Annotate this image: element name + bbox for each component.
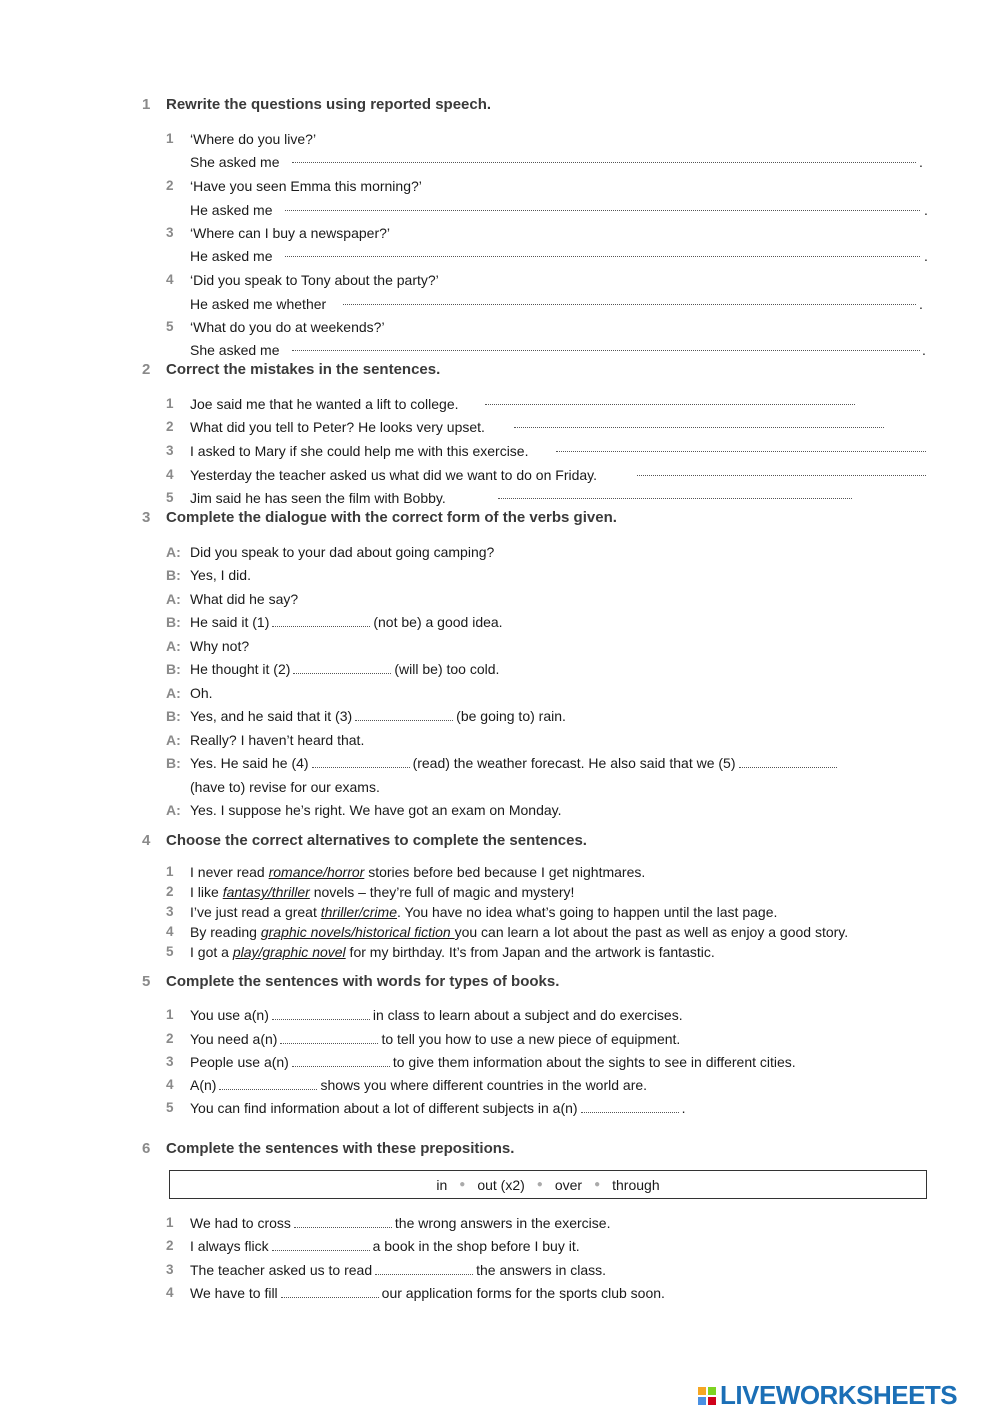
s4-item-1-alternatives[interactable]: romance/horror	[268, 864, 365, 880]
speaker-label: B:	[166, 614, 181, 630]
s6-item-2-number: 2	[166, 1238, 174, 1253]
s1-item-3-answer[interactable]	[285, 252, 920, 257]
s2-item-3-answer[interactable]	[556, 447, 926, 452]
bullet-separator: ●	[536, 1179, 543, 1190]
s5-item-2-gap[interactable]	[280, 1040, 378, 1044]
liveworksheets-logo	[698, 1380, 957, 1411]
dialogue-line-1: A: Did you speak to your dad about going camping?	[166, 544, 495, 560]
dialogue-line-10-continued: (have to) revise for our exams.	[190, 779, 380, 795]
speaker-label: A:	[166, 732, 181, 748]
gap-3[interactable]	[355, 717, 453, 721]
dialogue-line-10: B: Yes. He said he (4) (read) the weather forecast. He also said that we (5)	[190, 755, 840, 771]
s2-item-3-number: 3	[166, 443, 174, 458]
gap-2[interactable]	[293, 670, 391, 674]
s2-item-1-text: Joe said me that he wanted a lift to college.	[190, 396, 459, 412]
s6-item-1-gap[interactable]	[294, 1224, 392, 1228]
s1-item-4-period: .	[919, 296, 923, 312]
s2-item-2-number: 2	[166, 419, 174, 434]
s1-item-2-period: .	[924, 202, 928, 218]
speaker-label: A:	[166, 802, 181, 818]
s4-item-2-number: 2	[166, 884, 174, 899]
s2-item-1-number: 1	[166, 396, 174, 411]
s5-item-3-number: 3	[166, 1054, 174, 1069]
s6-item-1-number: 1	[166, 1215, 174, 1230]
s1-item-2-question: ‘Have you seen Emma this morning?’	[190, 178, 422, 194]
s1-item-4-question: ‘Did you speak to Tony about the party?’	[190, 272, 439, 288]
section-1-title: Rewrite the questions using reported speech.	[166, 96, 492, 113]
speaker-label: B:	[166, 755, 181, 771]
s2-item-4-answer[interactable]	[637, 471, 926, 476]
s2-item-4-number: 4	[166, 467, 174, 482]
s1-item-2-stem: He asked me	[190, 202, 273, 218]
dialogue-line-6: B: He thought it (2) (will be) too cold.	[166, 661, 500, 677]
s2-item-5-number: 5	[166, 490, 174, 505]
section-4-number: 4	[142, 832, 151, 849]
dialogue-line-2: B: Yes, I did.	[166, 567, 251, 583]
s6-item-3-gap[interactable]	[375, 1271, 473, 1275]
s2-item-2-answer[interactable]	[514, 423, 884, 428]
s1-item-3-stem: He asked me	[190, 248, 273, 264]
gap-1[interactable]	[272, 623, 370, 627]
logo-mark-icon	[698, 1387, 716, 1405]
section-2-number: 2	[142, 361, 151, 378]
s1-item-1-answer[interactable]	[292, 158, 916, 163]
s4-item-3-number: 3	[166, 904, 174, 919]
s5-item-5-text: You can find information about a lot of different subjects in a(n) .	[190, 1100, 686, 1116]
s6-item-2-gap[interactable]	[272, 1247, 370, 1251]
dialogue-line-9: A: Really? I haven’t heard that.	[166, 732, 365, 748]
s1-item-3-number: 3	[166, 225, 174, 240]
word-option: out (x2)	[477, 1176, 525, 1193]
s4-item-4-text: By reading graphic novels/historical fiction you can learn a lot about the past as well as enjoy a good story.	[190, 924, 849, 940]
s1-item-4-answer[interactable]	[343, 300, 916, 305]
s4-item-1-number: 1	[166, 864, 174, 879]
s1-item-2-answer[interactable]	[285, 206, 920, 211]
s5-item-3-gap[interactable]	[292, 1063, 390, 1067]
gap-4[interactable]	[312, 764, 410, 768]
s5-item-4-text: A(n) shows you where different countries in the world are.	[190, 1077, 648, 1093]
dialogue-line-8: B: Yes, and he said that it (3) (be going to) rain.	[166, 708, 566, 724]
s5-item-1-gap[interactable]	[272, 1016, 370, 1020]
dialogue-line-5: A: Why not?	[166, 638, 250, 654]
s1-item-1-question: ‘Where do you live?’	[190, 131, 317, 147]
gap-5[interactable]	[739, 764, 837, 768]
s6-item-4-number: 4	[166, 1285, 174, 1300]
word-option: through	[612, 1176, 660, 1193]
s4-item-3-text: I’ve just read a great thriller/crime. You have no idea what’s going to happen until the last page.	[190, 904, 778, 920]
s1-item-1-number: 1	[166, 131, 174, 146]
s1-item-4-stem: He asked me whether	[190, 296, 327, 312]
speaker-label: A:	[166, 638, 181, 654]
s6-item-4-text: We have to fill our application forms for the sports club soon.	[190, 1285, 665, 1301]
bullet-separator: ●	[594, 1179, 601, 1190]
s1-item-1-stem: She asked me	[190, 154, 280, 170]
section-5-title: Complete the sentences with words for types of books.	[166, 973, 560, 990]
s1-item-3-period: .	[924, 248, 928, 264]
section-5-number: 5	[142, 973, 151, 990]
s2-item-2-text: What did you tell to Peter? He looks very upset.	[190, 419, 485, 435]
s4-item-3-alternatives[interactable]: thriller/crime	[320, 904, 397, 920]
s2-item-5-answer[interactable]	[498, 494, 852, 499]
speaker-label: B:	[166, 567, 181, 583]
s6-item-4-gap[interactable]	[281, 1294, 379, 1298]
word-box	[169, 1170, 927, 1199]
section-6-number: 6	[142, 1140, 151, 1157]
s1-item-5-number: 5	[166, 319, 174, 334]
s5-item-5-gap[interactable]	[581, 1109, 679, 1113]
s2-item-4-text: Yesterday the teacher asked us what did we want to do on Friday.	[190, 467, 598, 483]
speaker-label: B:	[166, 661, 181, 677]
s6-item-3-number: 3	[166, 1262, 174, 1277]
s5-item-1-number: 1	[166, 1007, 174, 1022]
s6-item-1-text: We had to cross the wrong answers in the exercise.	[190, 1215, 611, 1231]
speaker-label: A:	[166, 544, 181, 560]
s5-item-2-text: You need a(n) to tell you how to use a new piece of equipment.	[190, 1031, 681, 1047]
s2-item-5-text: Jim said he has seen the film with Bobby.	[190, 490, 446, 506]
s5-item-4-gap[interactable]	[219, 1086, 317, 1090]
s1-item-3-question: ‘Where can I buy a newspaper?’	[190, 225, 390, 241]
dialogue-line-4: B: He said it (1) (not be) a good idea.	[166, 614, 503, 630]
s5-item-5-number: 5	[166, 1100, 174, 1115]
logo-wordmark: LIVEWORKSHEETS	[720, 1380, 958, 1410]
section-4-title: Choose the correct alternatives to complete the sentences.	[166, 832, 587, 849]
section-6-title: Complete the sentences with these prepositions.	[166, 1140, 515, 1157]
s1-item-5-period: .	[922, 342, 926, 358]
s4-item-4-alternatives[interactable]: graphic novels/historical fiction	[260, 924, 455, 940]
dialogue-line-7: A: Oh.	[166, 685, 213, 701]
dialogue-line-3: A: What did he say?	[166, 591, 299, 607]
s4-item-1-text: I never read romance/horror stories before bed because I get nightmares.	[190, 864, 646, 880]
s4-item-5-text: I got a play/graphic novel for my birthday. It’s from Japan and the artwork is fantastic.	[190, 944, 715, 960]
s1-item-4-number: 4	[166, 272, 174, 287]
word-option: over	[554, 1176, 583, 1193]
word-option: in	[436, 1176, 448, 1193]
speaker-label: A:	[166, 685, 181, 701]
s5-item-1-text: You use a(n) in class to learn about a subject and do exercises.	[190, 1007, 683, 1023]
s1-item-5-question: ‘What do you do at weekends?’	[190, 319, 385, 335]
s5-item-2-number: 2	[166, 1031, 174, 1046]
dialogue-line-11: A: Yes. I suppose he’s right. We have got an exam on Monday.	[166, 802, 562, 818]
section-2-title: Correct the mistakes in the sentences.	[166, 361, 441, 378]
s5-item-4-number: 4	[166, 1077, 174, 1092]
s1-item-2-number: 2	[166, 178, 174, 193]
speaker-label: B:	[166, 708, 181, 724]
section-1-number: 1	[142, 96, 151, 113]
s4-item-5-alternatives[interactable]: play/graphic novel	[232, 944, 346, 960]
s1-item-5-stem: She asked me	[190, 342, 280, 358]
s4-item-2-text: I like fantasy/thriller novels – they’re full of magic and mystery!	[190, 884, 575, 900]
section-3-title: Complete the dialogue with the correct form of the verbs given.	[166, 509, 617, 526]
s2-item-1-answer[interactable]	[485, 400, 855, 405]
s4-item-4-number: 4	[166, 924, 174, 939]
s1-item-5-answer[interactable]	[292, 346, 920, 351]
s4-item-2-alternatives[interactable]: fantasy/thriller	[222, 884, 310, 900]
speaker-label: A:	[166, 591, 181, 607]
bullet-separator: ●	[459, 1179, 466, 1190]
s6-item-2-text: I always flick a book in the shop before I buy it.	[190, 1238, 580, 1254]
s6-item-3-text: The teacher asked us to read the answers in class.	[190, 1262, 607, 1278]
s2-item-3-text: I asked to Mary if she could help me with this exercise.	[190, 443, 529, 459]
s5-item-3-text: People use a(n) to give them information about the sights to see in different cities.	[190, 1054, 796, 1070]
s4-item-5-number: 5	[166, 944, 174, 959]
section-3-number: 3	[142, 509, 151, 526]
s1-item-1-period: .	[919, 154, 923, 170]
